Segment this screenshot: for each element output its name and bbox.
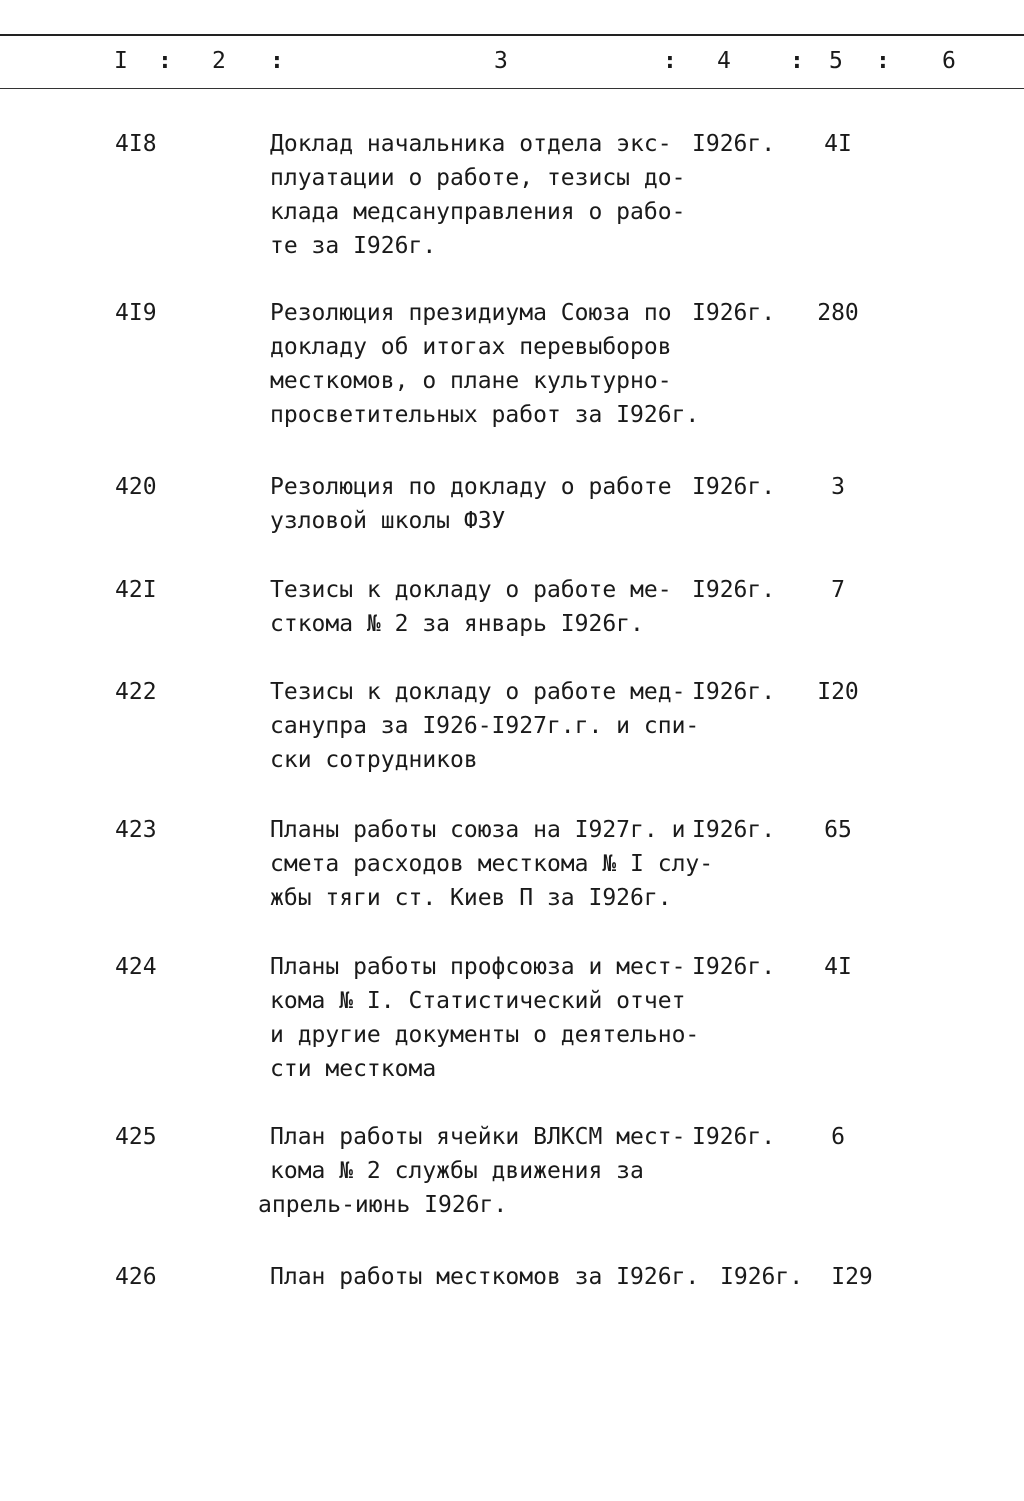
- entry-date: I926г.: [720, 1264, 804, 1290]
- entry-description: [270, 813, 714, 915]
- entry-date: I926г.: [692, 679, 776, 705]
- description-line: Доклад начальника отдела экс-: [270, 131, 672, 157]
- header-bottom-rule: [0, 88, 1024, 89]
- header-separator: :: [158, 48, 172, 74]
- entry-number: 422: [115, 679, 157, 705]
- entry-sheet-count: 4I: [824, 131, 852, 157]
- description-line: просветительных работ за I926г.: [270, 402, 700, 428]
- header-separator: :: [663, 48, 677, 74]
- entry-sheet-count: 6: [831, 1124, 845, 1150]
- entry-description: [270, 470, 710, 538]
- description-line: Планы работы профсоюза и мест-: [270, 954, 686, 980]
- entry-sheet-count: I29: [831, 1264, 873, 1290]
- entry-number: 425: [115, 1124, 157, 1150]
- header-separator: :: [876, 48, 890, 74]
- description-line: докладу об итогах перевыборов: [270, 334, 672, 360]
- description-line: и другие документы о деятельно-: [270, 1022, 700, 1048]
- description-line: узловой школы ФЗУ: [270, 508, 506, 534]
- header-col-6: 6: [942, 48, 956, 74]
- description-line: месткомов, о плане культурно-: [270, 368, 672, 394]
- entry-description: [270, 127, 710, 263]
- entry-date: I926г.: [692, 1124, 776, 1150]
- header-top-rule: [0, 34, 1024, 36]
- header-separator: :: [270, 48, 284, 74]
- entry-number: 42I: [115, 577, 157, 603]
- description-line: кома № 2 службы движения за: [270, 1158, 644, 1184]
- entry-date: I926г.: [692, 817, 776, 843]
- description-line: Тезисы к докладу о работе мед-: [270, 679, 686, 705]
- header-col-5: 5: [829, 48, 843, 74]
- description-line: апрель-июнь I926г.: [258, 1192, 508, 1218]
- entry-number: 424: [115, 954, 157, 980]
- entry-description: [270, 950, 710, 1086]
- description-line: План работы месткомов за I926г.: [270, 1264, 700, 1290]
- description-line: Планы работы союза на I927г. и: [270, 817, 686, 843]
- description-line: жбы тяги ст. Киев П за I926г.: [270, 885, 672, 911]
- entry-number: 423: [115, 817, 157, 843]
- entry-description: [258, 1120, 710, 1222]
- entry-date: I926г.: [692, 577, 776, 603]
- header-col-3: 3: [494, 48, 508, 74]
- description-line: Резолюция президиума Союза по: [270, 300, 672, 326]
- entry-number: 4I8: [115, 131, 157, 157]
- entry-number: 420: [115, 474, 157, 500]
- description-line: клада медсануправления о рабо-: [270, 199, 686, 225]
- description-line: Резолюция по докладу о работе: [270, 474, 672, 500]
- description-line: те за I926г.: [270, 233, 437, 259]
- description-line: смета расходов месткома № I слу-: [270, 851, 714, 877]
- description-line: плуатации о работе, тезисы до-: [270, 165, 686, 191]
- description-line: План работы ячейки ВЛКСМ мест-: [270, 1124, 686, 1150]
- entry-sheet-count: 280: [817, 300, 859, 326]
- entry-date: I926г.: [692, 300, 776, 326]
- description-line: ски сотрудников: [270, 747, 478, 773]
- description-line: сткома № 2 за январь I926г.: [270, 611, 644, 637]
- entry-sheet-count: 7: [831, 577, 845, 603]
- entry-description: [270, 1260, 710, 1294]
- entry-description: [270, 296, 710, 432]
- entry-number: 4I9: [115, 300, 157, 326]
- header-separator: :: [790, 48, 804, 74]
- entry-date: I926г.: [692, 131, 776, 157]
- entry-date: I926г.: [692, 474, 776, 500]
- entry-sheet-count: I20: [817, 679, 859, 705]
- description-line: Тезисы к докладу о работе ме-: [270, 577, 672, 603]
- entry-sheet-count: 3: [831, 474, 845, 500]
- description-line: кома № I. Статистический отчет: [270, 988, 686, 1014]
- header-col-1: I: [114, 48, 128, 74]
- entry-description: [270, 675, 710, 777]
- description-line: санупра за I926-I927г.г. и спи-: [270, 713, 700, 739]
- entry-date: I926г.: [692, 954, 776, 980]
- entry-sheet-count: 4I: [824, 954, 852, 980]
- entry-sheet-count: 65: [824, 817, 852, 843]
- header-col-4: 4: [717, 48, 731, 74]
- header-col-2: 2: [212, 48, 226, 74]
- description-line: сти месткома: [270, 1056, 437, 1082]
- entry-description: [270, 573, 710, 641]
- entry-number: 426: [115, 1264, 157, 1290]
